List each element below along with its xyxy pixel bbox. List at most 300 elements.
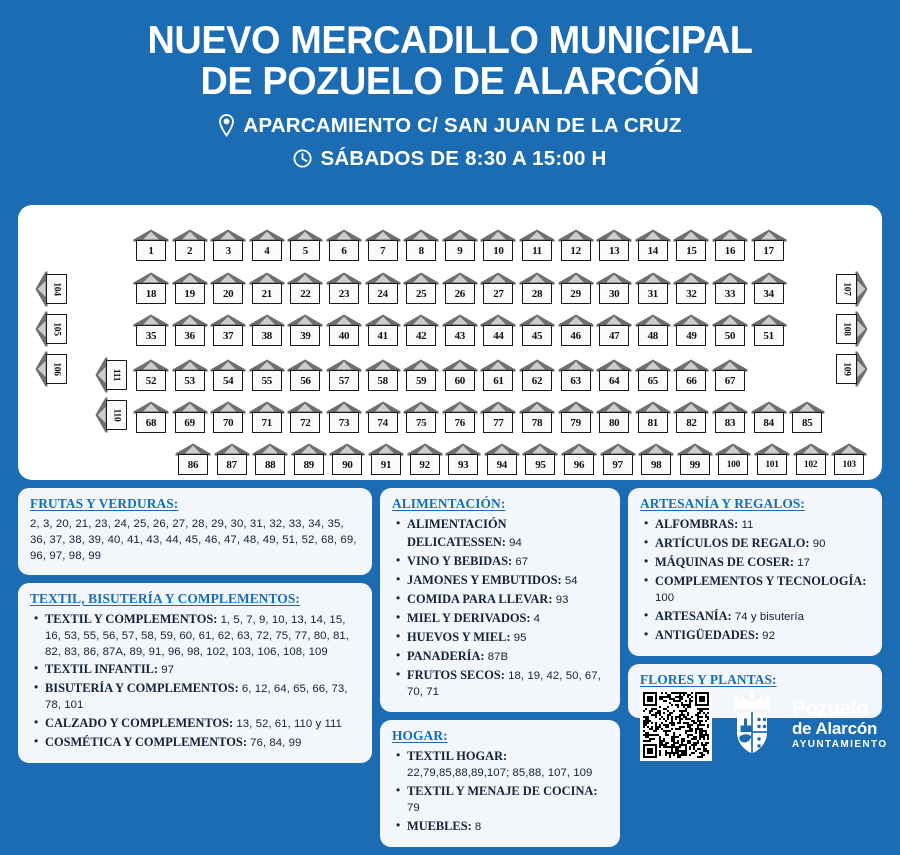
legend-item-value: 100 xyxy=(655,591,675,604)
pozuelo-coat-of-arms xyxy=(726,688,778,761)
stall-14 xyxy=(635,229,671,265)
legend-item xyxy=(407,629,608,647)
legend-item xyxy=(407,818,608,836)
stall-86 xyxy=(175,443,211,479)
stall-53 xyxy=(172,359,208,395)
legend-item-value: 54 xyxy=(561,574,578,587)
legend-heading: FLORES Y PLANTAS: xyxy=(640,671,777,687)
legend-item-value: 79 xyxy=(407,801,420,814)
stall-106 xyxy=(35,351,71,387)
legend-card-artesania-y-regalos xyxy=(628,488,882,656)
stall-number: 31 xyxy=(638,283,668,304)
legend-item xyxy=(407,572,608,590)
stall-22 xyxy=(287,272,323,308)
stall-number: 84 xyxy=(754,412,784,433)
poster-header xyxy=(0,0,900,171)
stall-number: 44 xyxy=(483,325,513,346)
stall-57 xyxy=(326,359,362,395)
stall-52 xyxy=(133,359,169,395)
stall-50 xyxy=(712,314,748,350)
stall-number: 23 xyxy=(329,283,359,304)
stall-number: 70 xyxy=(213,412,243,433)
stall-67 xyxy=(712,359,748,395)
stall-32 xyxy=(673,272,709,308)
legend-item-label: ALIMENTACIÓN DELICATESSEN: xyxy=(407,517,507,549)
legend-item xyxy=(407,591,608,609)
stall-number: 103 xyxy=(834,454,864,475)
stall-2 xyxy=(172,229,208,265)
stall-12 xyxy=(558,229,594,265)
legend-item-label: BISUTERÍA Y COMPLEMENTOS: xyxy=(45,681,239,696)
stall-42 xyxy=(403,314,439,350)
stall-number: 85 xyxy=(792,412,822,433)
stall-number: 100 xyxy=(718,454,748,475)
legend-item xyxy=(655,516,870,534)
stall-number: 75 xyxy=(406,412,436,433)
legend-item-value: 76, 84, 99 xyxy=(246,737,302,750)
stall-62 xyxy=(519,359,555,395)
stall-number: 33 xyxy=(715,283,745,304)
stall-111 xyxy=(95,357,131,393)
stall-number: 5 xyxy=(290,240,320,261)
stall-61 xyxy=(480,359,516,395)
stall-number: 111 xyxy=(106,360,127,390)
stall-number: 41 xyxy=(368,325,398,346)
legend-item-list xyxy=(392,748,608,836)
stall-number: 45 xyxy=(522,325,552,346)
legend-card-hogar xyxy=(380,720,620,847)
stall-number: 25 xyxy=(406,283,436,304)
stall-20 xyxy=(210,272,246,308)
legend-item-value: 8 xyxy=(471,820,482,833)
legend-item xyxy=(45,715,360,733)
stall-9 xyxy=(442,229,478,265)
stall-number: 10 xyxy=(483,240,513,261)
stall-30 xyxy=(596,272,632,308)
legend-item-label: COSMÉTICA Y COMPLEMENTOS: xyxy=(45,735,247,750)
stall-number: 82 xyxy=(676,412,706,433)
legend-item-label: FRUTOS SECOS: xyxy=(407,667,505,682)
legend-item xyxy=(45,661,360,679)
brand-name-line-3: AYUNTAMIENTO xyxy=(792,739,888,751)
legend-heading: FRUTAS Y VERDURAS: xyxy=(30,496,179,511)
stall-number: 28 xyxy=(522,283,552,304)
stall-21 xyxy=(249,272,285,308)
legend-item-value: 93 xyxy=(552,593,569,606)
legend-item xyxy=(407,516,608,552)
stall-80 xyxy=(596,401,632,437)
stall-3 xyxy=(210,229,246,265)
stall-number: 22 xyxy=(290,283,320,304)
stall-number: 64 xyxy=(599,370,629,391)
stall-4 xyxy=(249,229,285,265)
stall-35 xyxy=(133,314,169,350)
stall-number: 62 xyxy=(522,370,552,391)
stall-number: 91 xyxy=(371,454,401,475)
schedule-text: SÁBADOS DE 8:30 A 15:00 H xyxy=(320,146,607,170)
stall-104 xyxy=(35,271,71,307)
legend-item-value: 97 xyxy=(158,664,175,677)
stall-number: 68 xyxy=(136,412,166,433)
stall-15 xyxy=(673,229,709,265)
stall-number: 79 xyxy=(561,412,591,433)
stall-77 xyxy=(480,401,516,437)
legend-item-value: 11 xyxy=(738,519,754,531)
stall-5 xyxy=(287,229,323,265)
stall-number: 110 xyxy=(106,400,127,430)
stall-16 xyxy=(712,229,748,265)
stall-41 xyxy=(365,314,401,350)
stall-number: 69 xyxy=(175,412,205,433)
stall-89 xyxy=(291,443,327,479)
location-text: APARCAMIENTO C/ SAN JUAN DE LA CRUZ xyxy=(243,113,682,137)
stall-34 xyxy=(751,272,787,308)
stall-number: 19 xyxy=(175,283,205,304)
stall-55 xyxy=(249,359,285,395)
stall-number: 17 xyxy=(754,240,784,261)
stall-number: 16 xyxy=(715,240,745,261)
legend-item-label: ARTESANÍA: xyxy=(655,608,732,623)
stall-number: 34 xyxy=(754,283,784,304)
stall-17 xyxy=(751,229,787,265)
stall-number: 92 xyxy=(410,454,440,475)
location-row xyxy=(0,114,900,138)
brand-name-line-1: Pozuelo xyxy=(792,696,869,720)
stall-number: 94 xyxy=(487,454,517,475)
legend-item-list xyxy=(640,516,870,645)
stall-number: 52 xyxy=(136,370,166,391)
stall-number: 4 xyxy=(252,240,282,261)
legend-item-label: MUEBLES: xyxy=(407,818,472,833)
stall-108 xyxy=(832,311,868,347)
stall-number: 56 xyxy=(290,370,320,391)
stall-101 xyxy=(754,443,790,479)
stall-number: 88 xyxy=(255,454,285,475)
stall-number: 46 xyxy=(561,325,591,346)
legend-heading: ARTESANÍA Y REGALOS: xyxy=(640,496,805,511)
stall-number: 14 xyxy=(638,240,668,261)
stall-number: 74 xyxy=(368,412,398,433)
stall-number: 6 xyxy=(329,240,359,261)
stall-number: 30 xyxy=(599,283,629,304)
stall-number: 96 xyxy=(564,454,594,475)
legend-card-textil-bisuteria-complementos xyxy=(18,583,372,764)
legend-heading: ALIMENTACIÓN: xyxy=(392,496,506,511)
legend-item xyxy=(45,734,360,752)
stall-76 xyxy=(442,401,478,437)
legend-item xyxy=(655,627,870,645)
stall-109 xyxy=(832,351,868,387)
stall-number: 106 xyxy=(46,354,67,384)
stall-79 xyxy=(558,401,594,437)
legend-item-label: TEXTIL Y COMPLEMENTOS: xyxy=(45,611,218,626)
clock-icon xyxy=(293,149,312,168)
stall-64 xyxy=(596,359,632,395)
stall-number: 97 xyxy=(603,454,633,475)
stall-number: 42 xyxy=(406,325,436,346)
stall-number: 83 xyxy=(715,412,745,433)
stall-number: 66 xyxy=(676,370,706,391)
legend-item xyxy=(407,610,608,628)
legend-item xyxy=(407,648,608,666)
legend-item-label: JAMONES Y EMBUTIDOS: xyxy=(407,572,562,587)
stall-number: 80 xyxy=(599,412,629,433)
qr-code[interactable] xyxy=(640,689,712,761)
stall-10 xyxy=(480,229,516,265)
stall-48 xyxy=(635,314,671,350)
stall-66 xyxy=(673,359,709,395)
page-title-line-2: DE POZUELO DE ALARCÓN xyxy=(200,60,700,104)
stall-19 xyxy=(172,272,208,308)
legend-item-label: ARTÍCULOS DE REGALO: xyxy=(655,535,810,550)
stall-number: 27 xyxy=(483,283,513,304)
stall-38 xyxy=(249,314,285,350)
legend-item xyxy=(45,611,360,661)
stall-number: 71 xyxy=(252,412,282,433)
legend-item-label: HUEVOS Y MIEL: xyxy=(407,629,511,644)
legend-card-alimentacion xyxy=(380,488,620,712)
stall-number: 93 xyxy=(448,454,478,475)
stall-51 xyxy=(751,314,787,350)
stall-number: 54 xyxy=(213,370,243,391)
stall-number: 99 xyxy=(680,454,710,475)
stall-number: 61 xyxy=(483,370,513,391)
stall-number: 55 xyxy=(252,370,282,391)
stall-number: 98 xyxy=(641,454,671,475)
stall-number: 11 xyxy=(522,240,552,261)
market-layout-map xyxy=(18,205,882,480)
legend-item-value: 67 xyxy=(512,555,529,568)
stall-number: 104 xyxy=(46,274,67,304)
stall-28 xyxy=(519,272,555,308)
stall-60 xyxy=(442,359,478,395)
legend-item-label: ALFOMBRAS: xyxy=(655,517,739,531)
legend-item-value: 17 xyxy=(794,556,811,569)
schedule-row xyxy=(0,147,900,171)
legend-item xyxy=(655,535,870,553)
stall-54 xyxy=(210,359,246,395)
legend-item-value: 74 y bisutería xyxy=(731,610,804,623)
stall-number: 109 xyxy=(836,354,857,384)
legend-item-list xyxy=(30,611,360,753)
stall-85 xyxy=(789,401,825,437)
stall-82 xyxy=(673,401,709,437)
stall-6 xyxy=(326,229,362,265)
brand-wordmark xyxy=(792,696,888,751)
stall-87 xyxy=(214,443,250,479)
stall-81 xyxy=(635,401,671,437)
stall-number: 90 xyxy=(332,454,362,475)
stall-83 xyxy=(712,401,748,437)
stall-25 xyxy=(403,272,439,308)
stall-number: 43 xyxy=(445,325,475,346)
stall-13 xyxy=(596,229,632,265)
legend-item-value: 1, 5, 7, 9, 10, 13, 14, 15, 16, 53, 55, 56, 57, 58, 59, 60, 61, 62, 63, 72, 75, 77, 80, 81, 82, 83, 86, 87A, 89, 91, 96, 98, 102, 103, 106, 108, 109 xyxy=(45,613,349,658)
stall-number: 3 xyxy=(213,240,243,261)
legend-item xyxy=(407,667,608,701)
stall-68 xyxy=(133,401,169,437)
stall-number: 38 xyxy=(252,325,282,346)
stall-1 xyxy=(133,229,169,265)
stall-23 xyxy=(326,272,362,308)
stall-number: 81 xyxy=(638,412,668,433)
stall-72 xyxy=(287,401,323,437)
stall-24 xyxy=(365,272,401,308)
stall-39 xyxy=(287,314,323,350)
legend-item-value: 6, 12, 64, 65, 66, 73, 78, 101 xyxy=(45,683,348,712)
stall-65 xyxy=(635,359,671,395)
stall-96 xyxy=(561,443,597,479)
stall-99 xyxy=(677,443,713,479)
legend-item-label: VINO Y BEBIDAS: xyxy=(407,553,513,568)
stall-number: 40 xyxy=(329,325,359,346)
stall-93 xyxy=(445,443,481,479)
legend-item-label: COMPLEMENTOS Y TECNOLOGÍA: xyxy=(655,573,867,588)
stall-number: 21 xyxy=(252,283,282,304)
stall-number: 24 xyxy=(368,283,398,304)
stall-56 xyxy=(287,359,323,395)
legend-item xyxy=(45,680,360,714)
stall-58 xyxy=(365,359,401,395)
stall-number: 1 xyxy=(136,240,166,261)
stall-number: 73 xyxy=(329,412,359,433)
stall-number: 37 xyxy=(213,325,243,346)
stall-88 xyxy=(252,443,288,479)
stall-number: 48 xyxy=(638,325,668,346)
stall-84 xyxy=(751,401,787,437)
stall-number: 9 xyxy=(445,240,475,261)
stall-47 xyxy=(596,314,632,350)
legend-item-label: ANTIGÜEDADES: xyxy=(655,627,759,642)
stall-78 xyxy=(519,401,555,437)
stall-73 xyxy=(326,401,362,437)
legend-item-label: COMIDA PARA LLEVAR: xyxy=(407,591,553,606)
stall-49 xyxy=(673,314,709,350)
stall-number: 29 xyxy=(561,283,591,304)
stall-26 xyxy=(442,272,478,308)
legend-item xyxy=(407,783,608,817)
stall-number: 49 xyxy=(676,325,706,346)
legend-item-value: 18, 19, 42, 50, 67, 70, 71 xyxy=(407,669,601,698)
stall-95 xyxy=(522,443,558,479)
legend-item-label: MÁQUINAS DE COSER: xyxy=(655,554,795,569)
stall-43 xyxy=(442,314,478,350)
stall-59 xyxy=(403,359,439,395)
stall-8 xyxy=(403,229,439,265)
stall-45 xyxy=(519,314,555,350)
stall-92 xyxy=(407,443,443,479)
stall-number: 65 xyxy=(638,370,668,391)
legend-item-label: TEXTIL Y MENAJE DE COCINA: xyxy=(407,783,598,798)
stall-31 xyxy=(635,272,671,308)
stall-7 xyxy=(365,229,401,265)
stall-number: 13 xyxy=(599,240,629,261)
stall-number: 102 xyxy=(796,454,826,475)
stall-36 xyxy=(172,314,208,350)
stall-number: 72 xyxy=(290,412,320,433)
stall-number: 20 xyxy=(213,283,243,304)
brand-name-line-2: de Alarcón xyxy=(792,719,878,739)
legend-item-value: 87B xyxy=(484,650,509,663)
legend-heading: HOGAR: xyxy=(392,727,448,743)
stall-number: 95 xyxy=(525,454,555,475)
legend-column-1 xyxy=(18,488,372,771)
stall-18 xyxy=(133,272,169,308)
stall-number: 51 xyxy=(754,325,784,346)
stall-number: 67 xyxy=(715,370,745,391)
stall-11 xyxy=(519,229,555,265)
stall-number: 35 xyxy=(136,325,166,346)
stall-71 xyxy=(249,401,285,437)
legend-item-label: TEXTIL HOGAR: xyxy=(407,748,508,763)
stall-number: 87 xyxy=(217,454,247,475)
stall-44 xyxy=(480,314,516,350)
legend-item-label: TEXTIL INFANTIL: xyxy=(45,662,159,677)
stall-100 xyxy=(715,443,751,479)
stall-number: 105 xyxy=(46,314,67,344)
stall-number: 18 xyxy=(136,283,166,304)
stall-number: 2 xyxy=(175,240,205,261)
stall-number: 108 xyxy=(836,314,857,344)
stall-103 xyxy=(831,443,867,479)
stall-98 xyxy=(638,443,674,479)
legend-item-list xyxy=(392,516,608,701)
stall-number: 53 xyxy=(175,370,205,391)
stall-29 xyxy=(558,272,594,308)
stall-number: 36 xyxy=(175,325,205,346)
stall-number: 15 xyxy=(676,240,706,261)
stall-75 xyxy=(403,401,439,437)
stall-97 xyxy=(600,443,636,479)
stall-number: 60 xyxy=(445,370,475,391)
legend-heading: TEXTIL, BISUTERÍA Y COMPLEMENTOS: xyxy=(30,590,300,606)
legend-column-2 xyxy=(380,488,620,855)
stall-number: 26 xyxy=(445,283,475,304)
stall-107 xyxy=(832,271,868,307)
stall-number: 39 xyxy=(290,325,320,346)
stall-70 xyxy=(210,401,246,437)
stall-number: 8 xyxy=(406,240,436,261)
map-pin-icon xyxy=(218,114,235,137)
stall-number: 50 xyxy=(715,325,745,346)
stall-number: 89 xyxy=(294,454,324,475)
legend-item xyxy=(655,573,870,607)
legend-item xyxy=(655,608,870,626)
legend-item-label: PANADERÍA: xyxy=(407,648,485,663)
stall-number: 47 xyxy=(599,325,629,346)
legend-item-value: 4 xyxy=(530,612,541,625)
stall-91 xyxy=(368,443,404,479)
stall-63 xyxy=(558,359,594,395)
stall-102 xyxy=(793,443,829,479)
stall-number: 76 xyxy=(445,412,475,433)
stall-number: 86 xyxy=(178,454,208,475)
stall-40 xyxy=(326,314,362,350)
stall-number: 107 xyxy=(836,274,857,304)
stall-33 xyxy=(712,272,748,308)
legend-item-value: 94 xyxy=(505,536,522,549)
stall-46 xyxy=(558,314,594,350)
stall-number: 57 xyxy=(329,370,359,391)
legend-item-label: CALZADO Y COMPLEMENTOS: xyxy=(45,716,234,731)
stall-90 xyxy=(329,443,365,479)
stall-105 xyxy=(35,311,71,347)
stall-number: 32 xyxy=(676,283,706,304)
stall-number: 78 xyxy=(522,412,552,433)
stall-74 xyxy=(365,401,401,437)
stall-37 xyxy=(210,314,246,350)
stall-number: 63 xyxy=(561,370,591,391)
